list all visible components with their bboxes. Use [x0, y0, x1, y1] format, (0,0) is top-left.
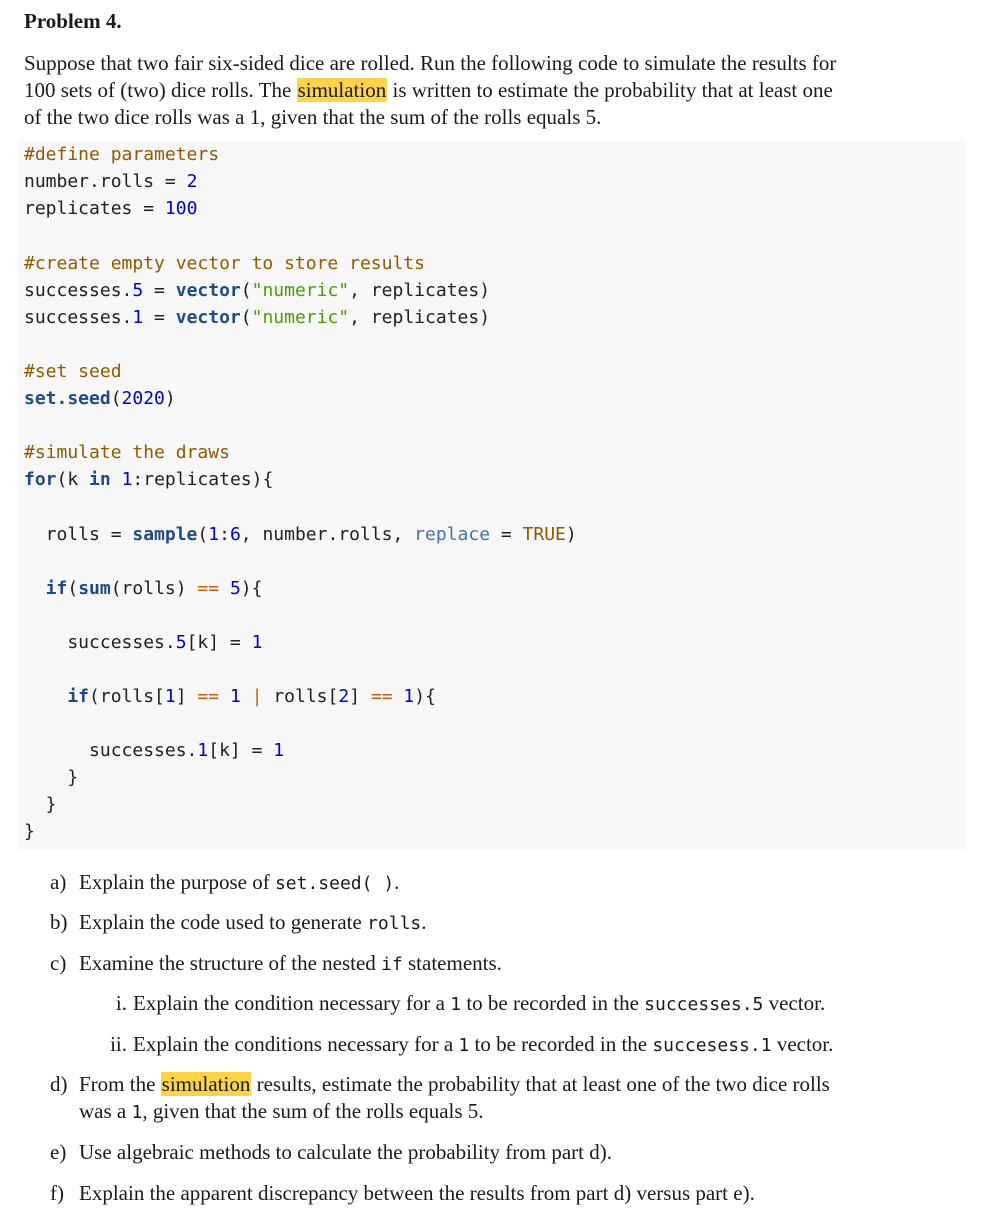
question-b: b) Explain the code used to generate rolls.	[50, 910, 427, 934]
code-line: number.rolls = 2	[24, 171, 198, 192]
question-c-i: i. Explain the condition necessary for a 1 to be recorded in the successes.5 vector.	[115, 991, 826, 1015]
code-line: successes.1 = vector("numeric", replicates)	[24, 307, 491, 328]
code-line: replicates = 100	[24, 198, 198, 219]
problem-title: Problem 4.	[24, 9, 122, 33]
problem-intro	[24, 50, 968, 131]
code-line: successes.1[k] = 1	[24, 740, 285, 761]
code-line: if(sum(rolls) == 5){	[24, 578, 263, 599]
question-a: a) Explain the purpose of set.seed( ).	[50, 870, 400, 894]
code-line: for(k in 1:replicates){	[24, 469, 274, 490]
code-comment: #simulate the draws	[24, 442, 230, 463]
question-c: c) Examine the structure of the nested if statements.	[50, 951, 502, 975]
code-line: successes.5 = vector("numeric", replicates)	[24, 280, 491, 301]
code-line: }	[24, 794, 57, 815]
intro-line-2	[24, 77, 968, 104]
intro-text: 100 sets of (two) dice rolls. The	[24, 78, 297, 102]
question-c-ii: ii. Explain the conditions necessary for a 1 to be recorded in the succesess.1 vector.	[110, 1032, 834, 1056]
question-d-continued: was a 1, given that the sum of the rolls equals 5.	[79, 1099, 484, 1123]
code-comment: #create empty vector to store results	[24, 253, 425, 274]
question-e: e) Use algebraic methods to calculate the probability from part d).	[50, 1140, 612, 1164]
code-block	[18, 141, 966, 849]
code-comment: #set seed	[24, 361, 122, 382]
intro-line-3: of the two dice rolls was a 1, given that the sum of the rolls equals 5.	[24, 105, 602, 129]
code-line: if(rolls[1] == 1 | rolls[2] == 1){	[24, 686, 436, 707]
intro-line-1: Suppose that two fair six-sided dice are rolled. Run the following code to simulate the results for	[24, 51, 837, 75]
search-highlight: simulation	[161, 1072, 251, 1096]
intro-text: is written to estimate the probability that at least one	[387, 78, 833, 102]
code-comment: #define parameters	[24, 144, 220, 165]
search-highlight: simulation	[297, 78, 387, 102]
code-line: rolls = sample(1:6, number.rolls, replace = TRUE)	[24, 524, 577, 545]
code-line: set.seed(2020)	[24, 388, 176, 409]
code-line: }	[24, 767, 79, 788]
question-f: f) Explain the apparent discrepancy between the results from part d) versus part e).	[50, 1181, 755, 1205]
code-line: successes.5[k] = 1	[24, 632, 263, 653]
code-line: }	[24, 821, 35, 842]
question-d: d) From the simulation results, estimate the probability that at least one of the two dice rolls	[50, 1072, 830, 1096]
